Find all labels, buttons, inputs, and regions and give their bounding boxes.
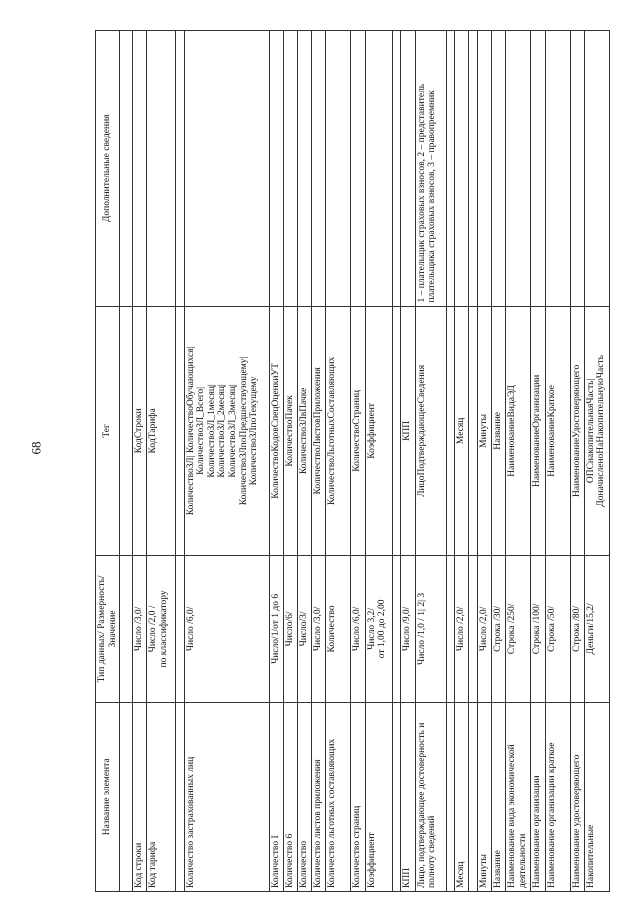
cell-tag: НаименованиеУдостоверяющего [570, 306, 584, 556]
cell-tag: КПП [401, 306, 416, 556]
table-row [326, 31, 351, 892]
cell-data-type: Строка /100/ [531, 556, 546, 702]
cell-element-name [176, 702, 184, 891]
cell-additional-info [184, 31, 269, 307]
table-row [184, 31, 269, 892]
table-row [415, 31, 446, 892]
cell-data-type: Деньги/15,2/ [584, 556, 609, 702]
cell-additional-info [454, 31, 469, 307]
cell-data-type: Число/1/от 1 до 6 [269, 556, 284, 702]
cell-additional-info [312, 31, 326, 307]
cell-element-name: Количество 6 [284, 702, 298, 891]
cell-element-name [392, 702, 400, 891]
cell-data-type: Число /9,0/ [401, 556, 416, 702]
cell-data-type: Строка /250/ [506, 556, 531, 702]
cell-element-name: Месяц [454, 702, 469, 891]
cell-tag: КоличествоЛьготныхСоставляющих [326, 306, 351, 556]
cell-data-type [176, 556, 184, 702]
header-data-type: Тип данных/ Размерность/ Значение [96, 556, 120, 702]
cell-additional-info [506, 31, 531, 307]
cell-tag: ОПСнакопительнаяЧасть| ДоначисленоНаНакопительнуюЧасть [584, 306, 609, 556]
cell-element-name: Количество [298, 702, 312, 891]
cell-additional-info [584, 31, 609, 307]
cell-element-name: Код строки [132, 702, 147, 891]
table-row [120, 31, 132, 892]
cell-tag: КодСтроки [132, 306, 147, 556]
cell-additional-info [401, 31, 416, 307]
table-row [570, 31, 584, 892]
cell-tag: КоличествоСтраниц [351, 306, 366, 556]
cell-element-name [446, 702, 454, 891]
cell-tag [469, 306, 477, 556]
cell-data-type: Строка /30/ [491, 556, 505, 702]
cell-additional-info [176, 31, 184, 307]
page-number: 68 [28, 441, 44, 455]
table-row [312, 31, 326, 892]
cell-element-name: Наименование организации краткое [545, 702, 570, 891]
cell-additional-info [147, 31, 176, 307]
cell-data-type: Число 3,2/ от 1,00 до 2,00 [365, 556, 392, 702]
cell-data-type: Число /2,0/ [477, 556, 491, 702]
cell-tag: НаименованиеВидаЭД [506, 306, 531, 556]
header-element-name: Название элемента [96, 702, 120, 891]
cell-element-name: Название [491, 702, 505, 891]
cell-element-name [120, 702, 132, 891]
cell-data-type: Строка /50/ [545, 556, 570, 702]
table-row [506, 31, 531, 892]
cell-additional-info: 1 – плательщик страховых взносов, 2 – представитель плательщика страховых взносов, 3 – правопреемник [415, 31, 446, 307]
cell-data-type: Число /6,0/ [351, 556, 366, 702]
table-row [365, 31, 392, 892]
cell-tag: НаименованиеОрганизации [531, 306, 546, 556]
cell-additional-info [545, 31, 570, 307]
header-tag: Тег [96, 306, 120, 556]
table-row [545, 31, 570, 892]
cell-additional-info [284, 31, 298, 307]
table-row [584, 31, 609, 892]
cell-additional-info [570, 31, 584, 307]
table-row [132, 31, 147, 892]
cell-tag: КодТарифа [147, 306, 176, 556]
cell-tag [392, 306, 400, 556]
cell-additional-info [491, 31, 505, 307]
cell-tag: ЛицоПодтверждающееСведения [415, 306, 446, 556]
cell-tag: КоличествоПачек [284, 306, 298, 556]
cell-additional-info [477, 31, 491, 307]
cell-data-type [392, 556, 400, 702]
table-header-row [96, 31, 120, 892]
cell-additional-info [365, 31, 392, 307]
cell-tag: КоличествоЗЛвПачке [298, 306, 312, 556]
cell-element-name: Код тарифа [147, 702, 176, 891]
cell-tag [176, 306, 184, 556]
table-row [491, 31, 505, 892]
cell-tag [120, 306, 132, 556]
cell-additional-info [392, 31, 400, 307]
cell-data-type: Число /6,0/ [184, 556, 269, 702]
cell-element-name: Наименование организации [531, 702, 546, 891]
cell-data-type [469, 556, 477, 702]
table-row [269, 31, 284, 892]
table-row [454, 31, 469, 892]
cell-data-type: Количество [326, 556, 351, 702]
cell-additional-info [120, 31, 132, 307]
cell-additional-info [132, 31, 147, 307]
cell-data-type [446, 556, 454, 702]
cell-additional-info [531, 31, 546, 307]
cell-data-type: Строка /80/ [570, 556, 584, 702]
table-row [469, 31, 477, 892]
table-row [401, 31, 416, 892]
table-row [351, 31, 366, 892]
cell-tag: Минуты [477, 306, 491, 556]
table-row [147, 31, 176, 892]
elements-table [95, 30, 610, 892]
cell-data-type: Число /1,0 / 1| 2| 3 [415, 556, 446, 702]
cell-additional-info [326, 31, 351, 307]
table-row [298, 31, 312, 892]
cell-element-name: Лицо, подтверждающее достоверность и полноту сведений [415, 702, 446, 891]
header-additional-info: Дополнительные сведения [96, 31, 120, 307]
cell-tag: КоличествоЛистовПриложения [312, 306, 326, 556]
cell-data-type [120, 556, 132, 702]
cell-element-name: Количество I [269, 702, 284, 891]
table-row [176, 31, 184, 892]
cell-tag: КоличествоКодовСпецОценкиУТ [269, 306, 284, 556]
table-row [392, 31, 400, 892]
cell-element-name [469, 702, 477, 891]
cell-additional-info [298, 31, 312, 307]
cell-element-name: Наименование вида экономической деятельности [506, 702, 531, 891]
cell-element-name: Количество листов приложения [312, 702, 326, 891]
cell-additional-info [446, 31, 454, 307]
cell-data-type: Число/3/ [298, 556, 312, 702]
cell-element-name: Коэффициент [365, 702, 392, 891]
cell-element-name: Минуты [477, 702, 491, 891]
cell-element-name: КПП [401, 702, 416, 891]
cell-data-type: Число /2,0/ [454, 556, 469, 702]
table-row [446, 31, 454, 892]
cell-data-type: Число /2,0 / по классификатору [147, 556, 176, 702]
cell-data-type: Число /3,0/ [312, 556, 326, 702]
cell-element-name: Количество застрахованных лиц [184, 702, 269, 891]
cell-tag: КоличествоЗЛ| КоличествоОбучающихся| КоличествоЗЛ_Всего| КоличествоЗЛ_1месяц| КоличествоЗЛ_2месяц| КоличествоЗЛ_3месяц| КоличествоЗЛпоПредшествующему| КоличествоЗЛпоТекущему [184, 306, 269, 556]
cell-tag: Название [491, 306, 505, 556]
cell-tag: Месяц [454, 306, 469, 556]
cell-additional-info [469, 31, 477, 307]
cell-data-type: Число/6/ [284, 556, 298, 702]
cell-element-name: Количество страниц [351, 702, 366, 891]
cell-data-type: Число /3,0/ [132, 556, 147, 702]
table-row [477, 31, 491, 892]
cell-additional-info [269, 31, 284, 307]
cell-tag: Коэффициент [365, 306, 392, 556]
table-row [284, 31, 298, 892]
rotated-table-holder [95, 30, 610, 892]
cell-additional-info [351, 31, 366, 307]
table-row [531, 31, 546, 892]
cell-element-name: Количество льготных составляющих [326, 702, 351, 891]
cell-tag [446, 306, 454, 556]
cell-element-name: Накопительные [584, 702, 609, 891]
cell-element-name: Наименование удостоверяющего [570, 702, 584, 891]
cell-tag: НаименованиеКраткое [545, 306, 570, 556]
document-area [95, 30, 610, 892]
